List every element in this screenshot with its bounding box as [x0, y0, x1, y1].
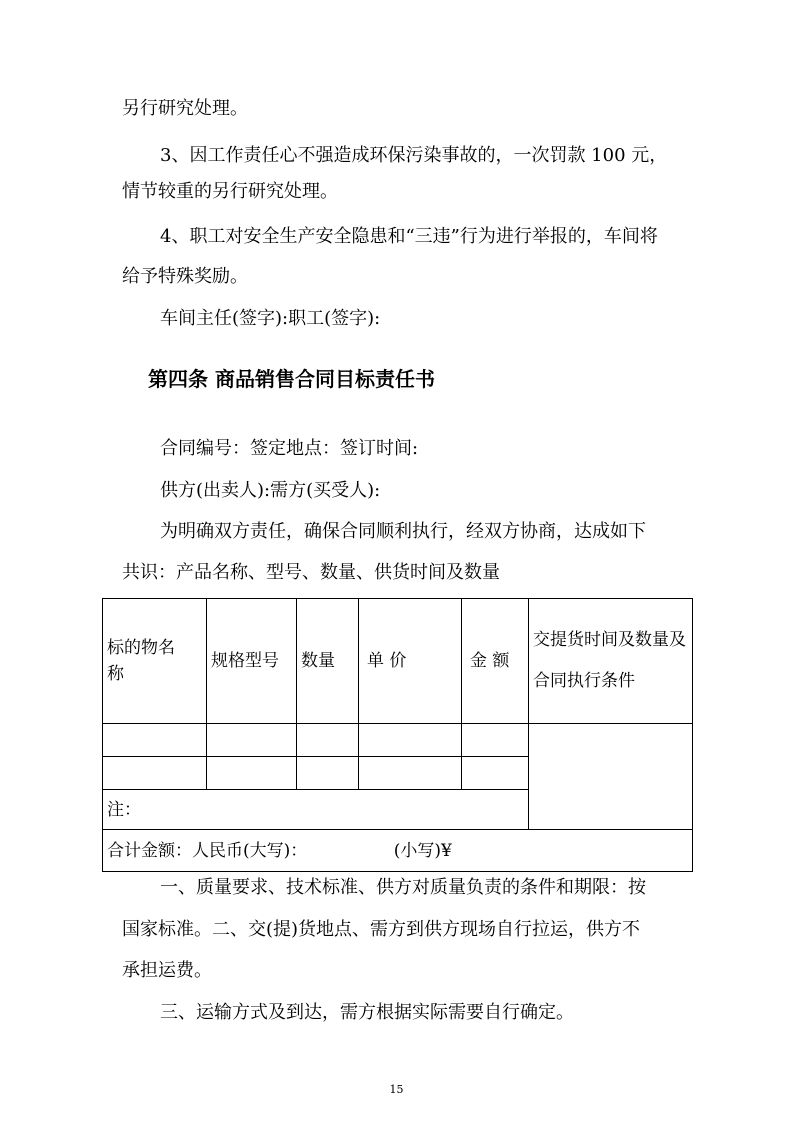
- paragraph-line: 4、职工对安全生产安全隐患和“三违”行为进行举报的，车间将: [160, 226, 658, 247]
- contract-info-line: 合同编号：签定地点：签订时间:: [160, 438, 419, 459]
- table-cell: [297, 757, 359, 790]
- paragraph-line: 三、运输方式及到达，需方根据实际需要自行确定。: [160, 1002, 574, 1023]
- table-cell: [103, 724, 207, 757]
- paragraph-line: 国家标准。二、交(提)货地点、需方到供方现场自行拉运，供方不: [122, 919, 641, 940]
- header-quantity: 数量: [297, 599, 359, 724]
- table-cell: [462, 724, 529, 757]
- paragraph-line: 为明确双方责任，确保合同顺利执行，经双方协商，达成如下: [160, 521, 646, 542]
- paragraph-line: 给予特殊奖励。: [122, 266, 248, 287]
- signature-line: 车间主任(签字):职工(签字):: [160, 308, 381, 329]
- page-number: 15: [389, 1083, 404, 1096]
- product-table: [102, 598, 693, 872]
- header-unit-price: 单 价: [359, 599, 462, 724]
- header-delivery: 交提货时间及数量及 合同执行条件: [529, 599, 693, 724]
- header-amount: 金 额: [462, 599, 529, 724]
- table-cell: [359, 724, 462, 757]
- contract-parties-line: 供方(出卖人):需方(买受人):: [160, 480, 381, 501]
- header-item-name: 标的物名称: [103, 599, 207, 724]
- paragraph-line: 共识：产品名称、型号、数量、供货时间及数量: [122, 562, 500, 583]
- delivery-cell: [529, 724, 693, 830]
- paragraph-line: 情节较重的另行研究处理。: [122, 181, 338, 202]
- section-heading: 第四条 商品销售合同目标责任书: [148, 367, 435, 391]
- table-cell: [297, 724, 359, 757]
- paragraph-line: 另行研究处理。: [122, 98, 248, 119]
- table-cell: [462, 757, 529, 790]
- note-cell: 注：: [103, 790, 529, 830]
- total-amount-cell: 合计金额：人民币(大写)： (小写)¥: [103, 830, 693, 872]
- header-spec: 规格型号: [207, 599, 297, 724]
- table-cell: [359, 757, 462, 790]
- table-cell: [207, 757, 297, 790]
- paragraph-line: 3、因工作责任心不强造成环保污染事故的，一次罚款 100 元，: [160, 145, 668, 166]
- paragraph-line: 承担运费。: [122, 960, 212, 981]
- paragraph-line: 一、质量要求、技术标准、供方对质量负责的条件和期限：按: [160, 877, 646, 898]
- table-cell: [103, 757, 207, 790]
- table-cell: [207, 724, 297, 757]
